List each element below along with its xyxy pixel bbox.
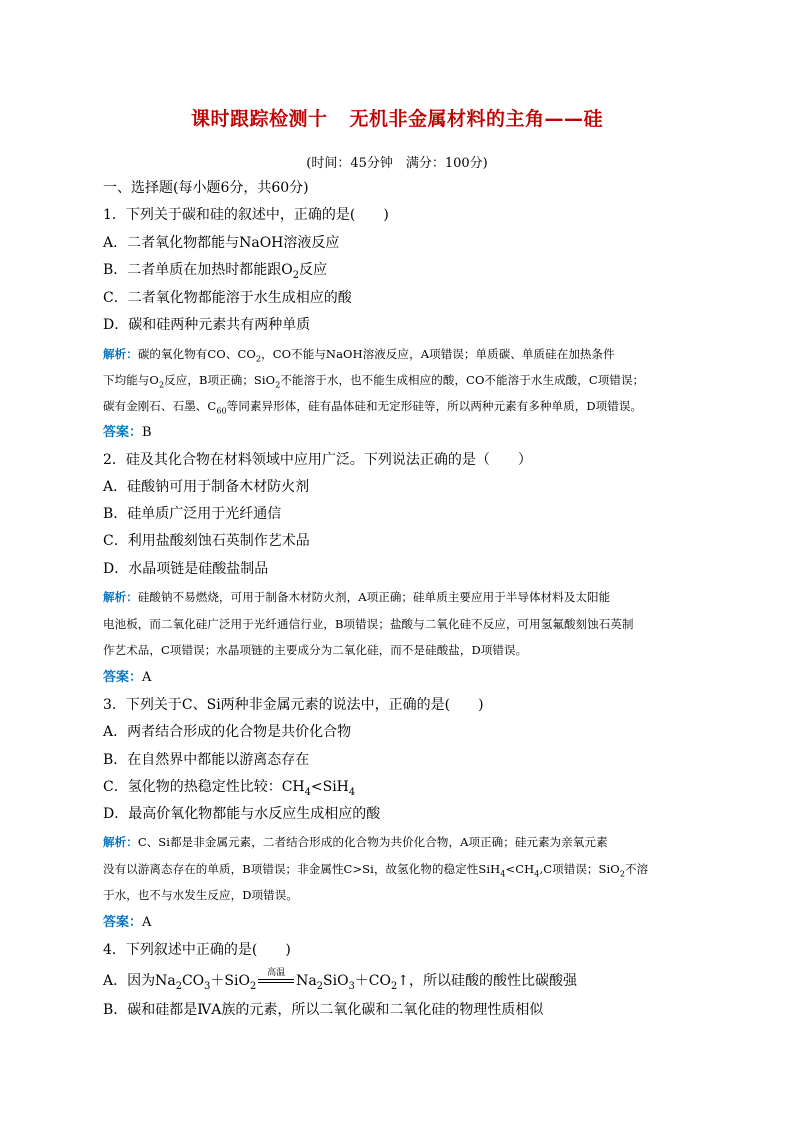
q2-option-c: C．利用盐酸刻蚀石英制作艺术品 [103,533,310,549]
time-score-info: (时间：45分钟 满分：100分) [306,156,488,171]
q1-answer: 答案：B [103,425,152,440]
q3-answer: 答案：A [103,915,152,930]
q3-explanation-line-3: 于水，也不与水发生反应，D项错误。 [103,888,298,902]
q1-explanation-line-2: 下均能与$O_2$反应，B项正确；SiO$_2$不能溶于水，也不能生成相应的酸，CO不能溶于水生成酸，C项错误； [103,373,645,390]
q1-stem: 1．下列关于碳和硅的叙述中，正确的是( ) [103,207,389,223]
q2-explanation-line-1: 解析：硅酸钠不易燃烧，可用于制备木材防火剂，A项正确；硅单质主要应用于半导体材料及太阳能 [103,590,611,604]
q1-explanation-line-1: 解析：碳的氧化物有CO、$CO_2$，CO不能与NaOH溶液反应，A项错误；单质碳、单质硅在加热条件 [103,347,615,364]
q4-option-a: A．因为$Na_2CO_3+SiO_2$ 高温 $Na_2SiO_3+CO_2↑$，所以硅酸的酸性比碳酸强 [103,968,577,992]
q1-option-b: B．二者单质在加热时都能跟$O_2$反应 [103,262,327,281]
q2-option-b: B．硅单质广泛用于光纤通信 [103,506,282,522]
q2-stem: 2．硅及其化合物在材料领域中应用广泛。下列说法正确的是（ ） [103,452,532,468]
page-title [0,104,794,131]
q2-answer: 答案：A [103,670,152,685]
q3-explanation-line-1: 解析：C、Si都是非金属元素，二者结合形成的化合物为共价化合物，A项正确；硅元素为亲氧元素 [103,835,608,849]
q3-option-d: D．最高价氧化物都能与水反应生成相应的酸 [103,806,381,822]
title-part-2: 无机非金属材料的主角——硅 [349,108,604,130]
q1-option-c: C．二者氧化物都能溶于水生成相应的酸 [103,290,352,306]
q3-explanation-line-2: 没有以游离态存在的单质，B项错误；非金属性C>Si，故氢化物的稳定性$SiH_4<CH_4,C$项错误；SiO$_2$不溶 [103,862,649,879]
q2-option-d: D．水晶项链是硅酸盐制品 [103,561,269,577]
q1-explanation-line-3: 碳有金刚石、石墨、$C_{60}$等同素异形体，硅有晶体硅和无定形硅等，所以两种元素有多种单质，D项错误。 [103,399,643,416]
q2-explanation-line-2: 电池板，而二氧化硅广泛用于光纤通信行业，B项错误；盐酸与二氧化硅不反应，可用氢氟酸刻蚀石英制 [103,617,634,631]
q3-option-c: C．氢化物的热稳定性比较：$CH_4<SiH_4$ [103,779,356,798]
q3-stem: 3．下列关于C、Si两种非金属元素的说法中，正确的是( ) [103,697,484,713]
q1-option-a: A．二者氧化物都能与NaOH溶液反应 [103,235,340,251]
title-part-1: 课时跟踪检测十 [190,108,328,130]
q3-option-a: A．两者结合形成的化合物是共价化合物 [103,724,352,740]
high-temperature-equals-sign: 高温 [256,975,296,987]
q4-stem: 4．下列叙述中正确的是( ) [103,942,291,958]
q1-option-d: D．碳和硅两种元素共有两种单质 [103,317,311,333]
q2-option-a: A．硅酸钠可用于制备木材防火剂 [103,479,310,495]
q3-option-b: B．在自然界中都能以游离态存在 [103,752,310,768]
q2-explanation-line-3: 作艺术品，C项错误；水晶项链的主要成分为二氧化硅，而不是硅酸盐，D项错误。 [103,643,528,657]
q4-option-b: B．碳和硅都是ⅣA族的元素，所以二氧化碳和二氧化硅的物理性质相似 [103,1002,544,1018]
section-heading: 一、选择题(每小题6分，共60分) [103,180,309,196]
